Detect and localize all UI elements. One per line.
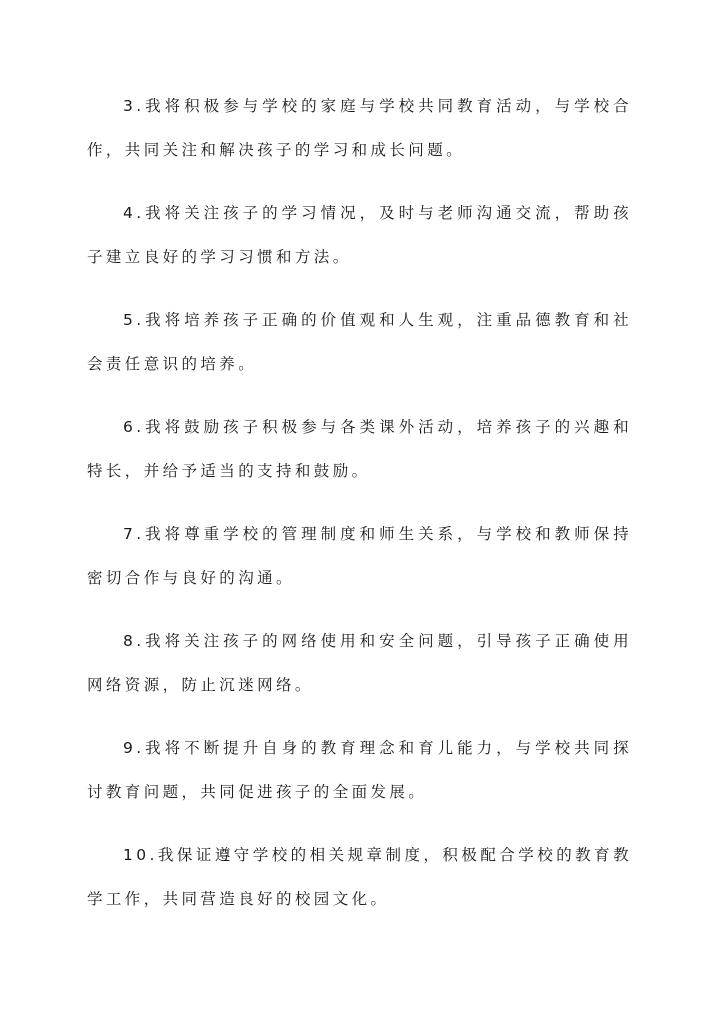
commitment-item-6: 6.我将鼓励孩子积极参与各类课外活动，培养孩子的兴趣和特长，并给予适当的支持和鼓励。 <box>87 418 632 480</box>
commitment-item-7: 7.我将尊重学校的管理制度和师生关系，与学校和教师保持密切合作与良好的沟通。 <box>87 525 632 587</box>
commitment-list <box>87 84 632 940</box>
commitment-item-10: 10.我保证遵守学校的相关规章制度，积极配合学校的教育教学工作，共同营造良好的校园文化。 <box>87 846 632 908</box>
commitment-item-8: 8.我将关注孩子的网络使用和安全问题，引导孩子正确使用网络资源，防止沉迷网络。 <box>87 632 632 694</box>
commitment-item-5: 5.我将培养孩子正确的价值观和人生观，注重品德教育和社会责任意识的培养。 <box>87 311 632 373</box>
commitment-item-4: 4.我将关注孩子的学习情况，及时与老师沟通交流，帮助孩子建立良好的学习习惯和方法。 <box>87 204 632 266</box>
commitment-item-9: 9.我将不断提升自身的教育理念和育儿能力，与学校共同探讨教育问题，共同促进孩子的全面发展。 <box>87 739 632 801</box>
commitment-item-3: 3.我将积极参与学校的家庭与学校共同教育活动，与学校合作，共同关注和解决孩子的学习和成长问题。 <box>87 97 632 159</box>
